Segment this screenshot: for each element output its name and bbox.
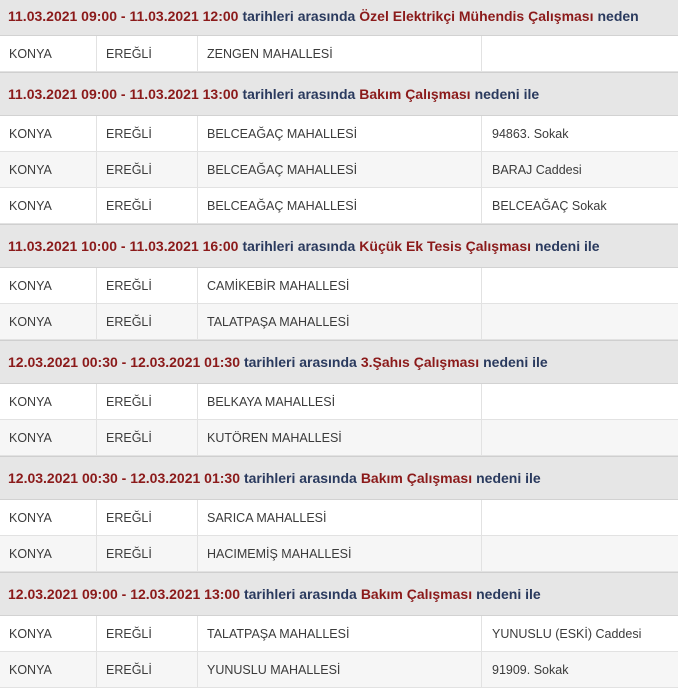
neighborhood-cell: BELCEAĞAÇ MAHALLESİ (198, 188, 482, 223)
province-cell: KONYA (0, 536, 97, 571)
outage-reason: Bakım Çalışması (360, 586, 473, 602)
between-label: tarihleri arasında (242, 7, 356, 24)
start-datetime: 12.03.2021 00:30 (8, 470, 118, 486)
date-separator: - (117, 238, 130, 254)
street-cell: 91909. Sokak (492, 662, 569, 677)
street-cell (482, 500, 678, 535)
district-cell: EREĞLİ (97, 36, 198, 71)
between-label: tarihleri arasında (243, 470, 357, 486)
neighborhood-cell: KUTÖREN MAHALLESİ (198, 420, 482, 455)
date-separator: - (117, 354, 131, 370)
province-cell: KONYA (0, 188, 97, 223)
date-separator: - (117, 470, 131, 486)
outage-reason: Bakım Çalışması (359, 86, 471, 102)
street-cell (482, 36, 678, 71)
district-cell: EREĞLİ (97, 652, 198, 687)
table-row (0, 384, 678, 420)
province-cell: KONYA (0, 152, 97, 187)
table-row (0, 152, 678, 188)
district-cell: EREĞLİ (97, 116, 198, 151)
street-cell: YUNUSLU (ESKİ) Caddesi (492, 626, 642, 641)
group-header (0, 456, 678, 500)
date-separator: - (117, 86, 130, 102)
street-cell (482, 268, 678, 303)
street-cell (482, 384, 678, 419)
province-cell: KONYA (0, 116, 97, 151)
province-cell: KONYA (0, 420, 97, 455)
start-datetime: 11.03.2021 09:00 (8, 86, 117, 102)
between-label: tarihleri arasında (243, 354, 357, 370)
group-header (0, 224, 678, 268)
street-cell (482, 304, 678, 339)
neighborhood-cell: BELKAYA MAHALLESİ (198, 384, 482, 419)
start-datetime: 12.03.2021 00:30 (8, 354, 118, 370)
district-cell: EREĞLİ (97, 500, 198, 535)
province-cell: KONYA (0, 36, 97, 71)
outage-reason: Bakım Çalışması (360, 470, 473, 486)
end-datetime: 11.03.2021 16:00 (129, 238, 239, 254)
neighborhood-cell: BELCEAĞAÇ MAHALLESİ (198, 116, 482, 151)
reason-suffix: nedeni ile (483, 354, 548, 370)
start-datetime: 11.03.2021 10:00 (8, 238, 117, 254)
district-cell: EREĞLİ (97, 384, 198, 419)
outage-reason: 3.Şahıs Çalışması (360, 354, 480, 370)
start-datetime: 12.03.2021 09:00 (8, 586, 118, 602)
table-row (0, 500, 678, 536)
between-label: tarihleri arasında (242, 86, 356, 102)
district-cell: EREĞLİ (97, 536, 198, 571)
district-cell: EREĞLİ (97, 616, 198, 651)
district-cell: EREĞLİ (97, 420, 198, 455)
outage-reason: Küçük Ek Tesis Çalışması (359, 238, 531, 254)
street-cell (482, 420, 678, 455)
neighborhood-cell: ZENGEN MAHALLESİ (198, 36, 482, 71)
reason-suffix: nedeni ile (535, 238, 600, 254)
reason-suffix: nedeni ile (474, 86, 540, 102)
table-row (0, 616, 678, 652)
table-row (0, 36, 678, 72)
end-datetime: 12.03.2021 13:00 (130, 586, 240, 602)
province-cell: KONYA (0, 384, 97, 419)
table-row (0, 188, 678, 224)
group-header (0, 572, 678, 616)
table-row (0, 420, 678, 456)
reason-suffix: neden (597, 7, 639, 24)
outage-reason: Özel Elektrikçi Mühendis Çalışması (359, 7, 594, 24)
reason-suffix: nedeni ile (476, 586, 541, 602)
district-cell: EREĞLİ (97, 152, 198, 187)
table-row (0, 268, 678, 304)
neighborhood-cell: TALATPAŞA MAHALLESİ (198, 616, 482, 651)
street-cell (482, 536, 678, 571)
end-datetime: 12.03.2021 01:30 (130, 354, 240, 370)
neighborhood-cell: SARICA MAHALLESİ (198, 500, 482, 535)
table-row (0, 304, 678, 340)
start-datetime: 11.03.2021 09:00 (8, 7, 117, 24)
province-cell: KONYA (0, 304, 97, 339)
province-cell: KONYA (0, 652, 97, 687)
group-header (0, 0, 678, 36)
province-cell: KONYA (0, 616, 97, 651)
date-separator: - (117, 7, 130, 24)
table-row (0, 116, 678, 152)
table-row (0, 536, 678, 572)
neighborhood-cell: CAMİKEBİR MAHALLESİ (198, 268, 482, 303)
street-cell: BARAJ Caddesi (492, 162, 582, 177)
group-header (0, 72, 678, 116)
province-cell: KONYA (0, 268, 97, 303)
street-cell: BELCEAĞAÇ Sokak (492, 198, 607, 213)
neighborhood-cell: YUNUSLU MAHALLESİ (198, 652, 482, 687)
neighborhood-cell: BELCEAĞAÇ MAHALLESİ (198, 152, 482, 187)
neighborhood-cell: HACIMEMİŞ MAHALLESİ (198, 536, 482, 571)
group-header (0, 340, 678, 384)
date-separator: - (117, 586, 131, 602)
between-label: tarihleri arasında (243, 586, 357, 602)
table-row (0, 652, 678, 688)
district-cell: EREĞLİ (97, 268, 198, 303)
end-datetime: 12.03.2021 01:30 (130, 470, 240, 486)
neighborhood-cell: TALATPAŞA MAHALLESİ (198, 304, 482, 339)
district-cell: EREĞLİ (97, 188, 198, 223)
between-label: tarihleri arasında (242, 238, 356, 254)
district-cell: EREĞLİ (97, 304, 198, 339)
end-datetime: 11.03.2021 13:00 (129, 86, 239, 102)
province-cell: KONYA (0, 500, 97, 535)
end-datetime: 11.03.2021 12:00 (129, 7, 239, 24)
street-cell: 94863. Sokak (492, 126, 569, 141)
reason-suffix: nedeni ile (476, 470, 541, 486)
